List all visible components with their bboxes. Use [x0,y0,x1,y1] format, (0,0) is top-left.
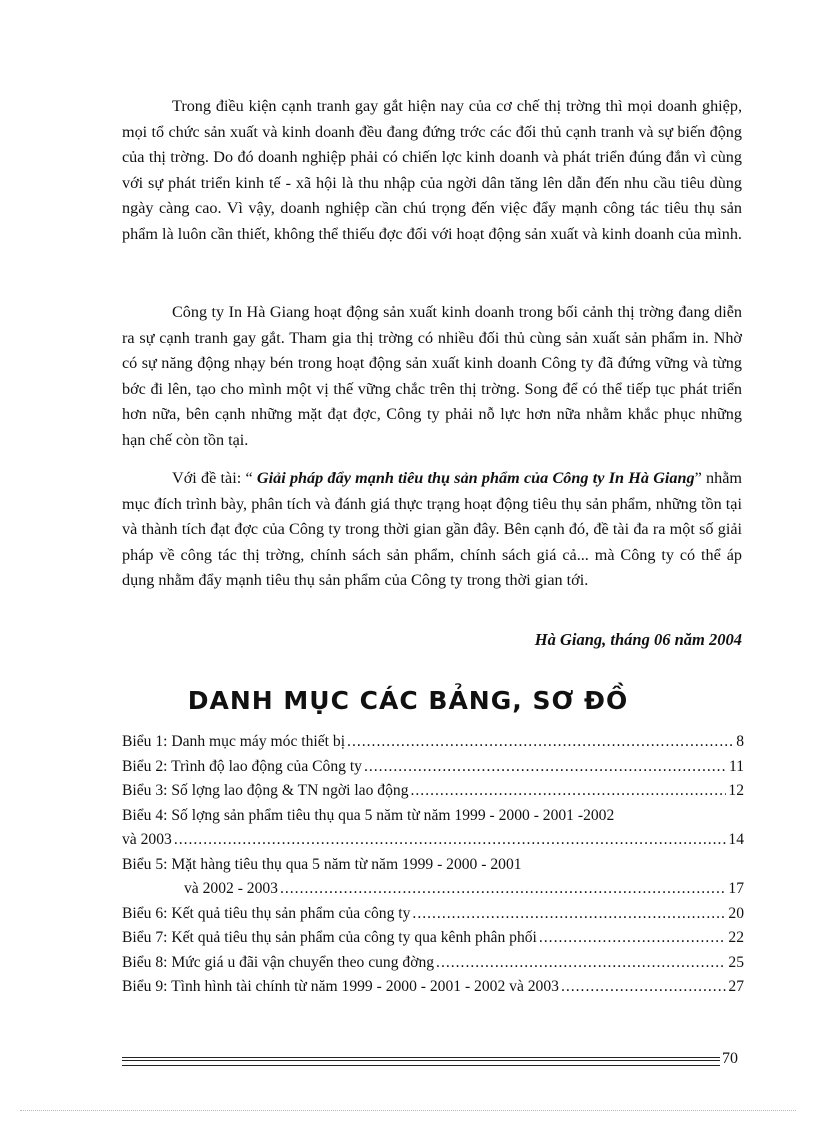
page-number: 70 [722,1050,738,1067]
toc-item [122,905,744,930]
paragraph-suffix: ” nhằm mục đích trình bày, phân tích và đánh giá thực trạng hoạt động tiêu thụ sản phẩm, những tồn tại và thành tích đạt đợc của Công ty trong thời gian gần đây. Bên cạnh đó, đề tài đa ra một số giải pháp về công tác thị trờng, chính sách sản phẩm, chính sách giá cả... mà Công ty có thể áp dụng nhằm đẩy mạnh tiêu thụ sản phẩm của Công ty trong thời gian tới. [122,469,742,590]
toc-item-label: Biểu 4: Số lợng sản phẩm tiêu thụ qua 5 năm từ năm 1999 - 2000 - 2001 -2002 [122,806,615,824]
place-date-signature: Hà Giang, tháng 06 năm 2004 [534,630,742,649]
toc-item [122,929,744,954]
toc-item-page: 11 [728,757,744,775]
toc-item [122,831,744,856]
toc-item-page: 17 [728,880,744,897]
toc-item-label: Biểu 5: Mặt hàng tiêu thụ qua 5 năm từ năm 1999 - 2000 - 2001 [122,855,522,873]
toc-item-label: Biểu 1: Danh mục máy móc thiết bị [122,733,346,750]
toc-item-label: Biểu 7: Kết quả tiêu thụ sản phẩm của công ty qua kênh phân phối [122,929,537,946]
toc-leader-dots [174,831,727,849]
footer-divider [122,1057,720,1066]
toc-item [122,758,744,783]
paragraph-text: Trong điều kiện cạnh tranh gay gắt hiện nay của cơ chế thị trờng thì mọi doanh ghiệp, mọi tổ chức sản xuất và kinh doanh đều đang đứng trớc các đối thủ cạnh tranh và sự biến động của thị trờng. Do đó doanh nghiệp phải có chiến lợc kinh doanh và phát triển đúng đắn vì cùng với sự phát triển kinh tế - xã hội là thu nhập của ngời dân tăng lên dẫn đến nhu cầu tiêu dùng ngày càng cao. Vì vậy, doanh nghiệp cần chú trọng đến việc đẩy mạnh công tác tiêu thụ sản phẩm là luôn cần thiết, không thể thiếu đợc đối với hoạt động sản xuất và kinh doanh của mình. [122,97,742,243]
toc-leader-dots [561,978,726,996]
toc-item-first-line [122,807,744,832]
toc-item-page: 8 [736,733,744,750]
toc-item-label-continued: và 2002 - 2003 [184,880,278,897]
toc-heading: DANH MỤC CÁC BẢNG, SƠ ĐỒ [187,686,629,715]
toc-item-label: Biểu 6: Kết quả tiêu thụ sản phẩm của công ty [122,904,411,922]
intro-paragraph-3 [122,466,742,594]
toc-item-page: 12 [728,782,744,799]
paragraph-text [122,466,742,594]
toc-item-page: 25 [728,953,744,971]
paragraph-text: Công ty In Hà Giang hoạt động sản xuất kinh doanh trong bối cảnh thị trờng đang diễn ra sự cạnh tranh gay gắt. Tham gia thị trờng có nhiều đối thủ cùng sản xuất sản phẩm in. Nhờ có sự năng động nhạy bén trong hoạt động sản xuất kinh doanh Công ty đã đứng vững và từng bớc đi lên, tạo cho mình một vị thế vững chắc trên thị trờng. Song để có thể tiếp tục phát triển hơn nữa, bên cạnh những mặt đạt đợc, Công ty phải nỗ lực hơn nữa nhằm khắc phục những hạn chế còn tồn tại. [122,303,742,449]
table-of-contents [122,733,744,1003]
toc-leader-dots [411,782,727,800]
toc-leader-dots [364,758,727,776]
toc-item [122,978,744,1003]
toc-item-first-line [122,856,744,881]
toc-leader-dots [280,880,726,898]
toc-item-label: Biểu 2: Trình độ lao động của Công ty [122,757,362,775]
toc-item-label-continued: và 2003 [122,831,172,848]
toc-item [122,733,744,758]
toc-leader-dots [347,733,734,751]
toc-item-page: 27 [728,978,744,995]
toc-item [122,782,744,807]
thesis-title: Giải pháp đẩy mạnh tiêu thụ sản phẩm của Công ty In Hà Giang [256,469,695,487]
toc-item-label: Biểu 9: Tình hình tài chính từ năm 1999 - 2000 - 2001 - 2002 và 2003 [122,978,559,995]
toc-leader-dots [436,954,726,972]
intro-paragraph-1 [122,94,742,248]
toc-item [122,954,744,979]
page-bottom-dotted-line [20,1110,796,1111]
toc-item-page: 14 [728,831,744,848]
toc-item-page: 22 [728,929,744,946]
toc-leader-dots [539,929,727,947]
intro-paragraph-2 [122,300,742,454]
toc-item-page: 20 [728,904,744,922]
toc-item-label: Biểu 3: Số lợng lao động & TN ngời lao động [122,782,409,799]
toc-leader-dots [412,905,726,923]
paragraph-prefix: Với đề tài: “ [172,469,257,487]
toc-item-label: Biểu 8: Mức giá u đãi vận chuyển theo cung đờng [122,953,435,971]
toc-item [122,880,744,905]
